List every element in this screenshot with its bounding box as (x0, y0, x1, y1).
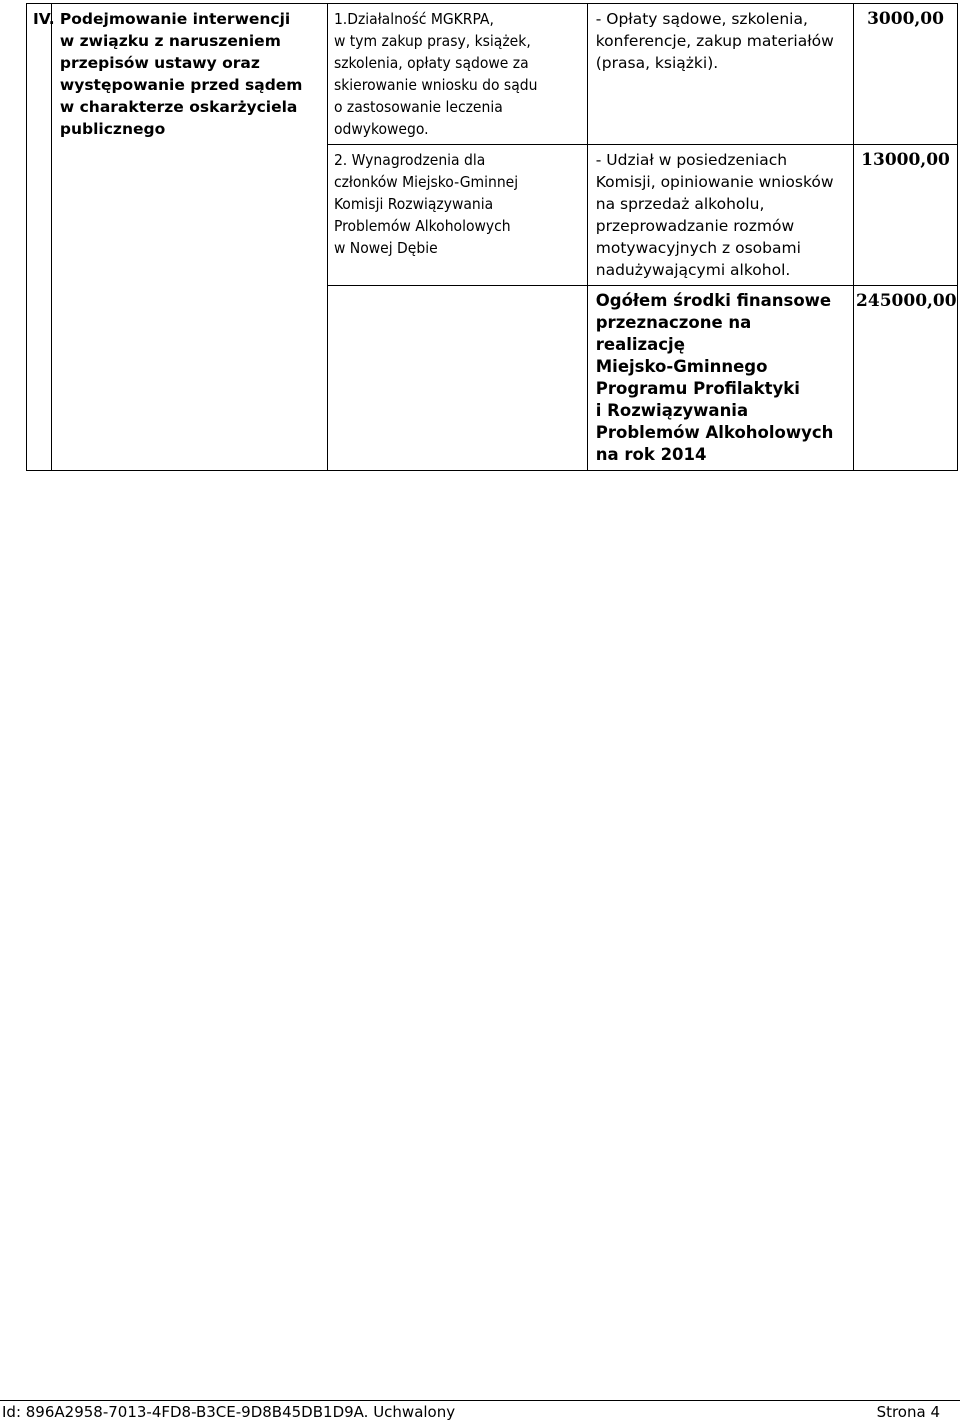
amount-cell: 3000,00 (854, 4, 958, 145)
document-id: Id: 896A2958-7013-4FD8-B3CE-9D8B45DB1D9A. Uchwalony (2, 1403, 456, 1421)
page-number: Strona 4 (876, 1403, 940, 1421)
description-cell (587, 4, 853, 145)
action-text: 1.Działalność MGKRPA, w tym zakup prasy, książek, szkolenia, opłaty sądowe za skierowanie wniosku do sądu o zastosowanie leczenia odwykowego. (333, 10, 538, 138)
section-number: IV. (27, 4, 52, 471)
page-footer (0, 1400, 960, 1421)
amount-cell: 13000,00 (854, 145, 958, 286)
action-cell (327, 145, 587, 286)
description-text: - Udział w posiedzeniach Komisji, opiniowanie wniosków na sprzedaż alkoholu, przeprowadzanie rozmów motywacyjnych z osobami nadużywającymi alkohol. (595, 151, 834, 279)
budget-table (26, 3, 958, 471)
table-row (27, 4, 958, 145)
description-text: - Opłaty sądowe, szkolenia, konferencje, zakup materiałów (prasa, książki). (595, 10, 834, 72)
description-cell (587, 145, 853, 286)
section-title (51, 4, 327, 471)
total-description-cell (587, 286, 853, 471)
total-amount-cell: 245000,00 (854, 286, 958, 471)
total-description-text: Ogółem środki finansowe przeznaczone na realizację Miejsko-Gminnego Programu Profilaktyki i Rozwiązywania Problemów Alkoholowych na rok 2014 (595, 291, 834, 464)
action-text: 2. Wynagrodzenia dla członków Miejsko-Gminnej Komisji Rozwiązywania Problemów Alkoholowych w Nowej Dębie (333, 151, 519, 257)
action-cell (327, 4, 587, 145)
section-title-text: Podejmowanie interwencji w związku z naruszeniem przepisów ustawy oraz występowanie przed sądem w charakterze oskarżyciela publicznego (59, 10, 303, 138)
empty-cell (327, 286, 587, 471)
